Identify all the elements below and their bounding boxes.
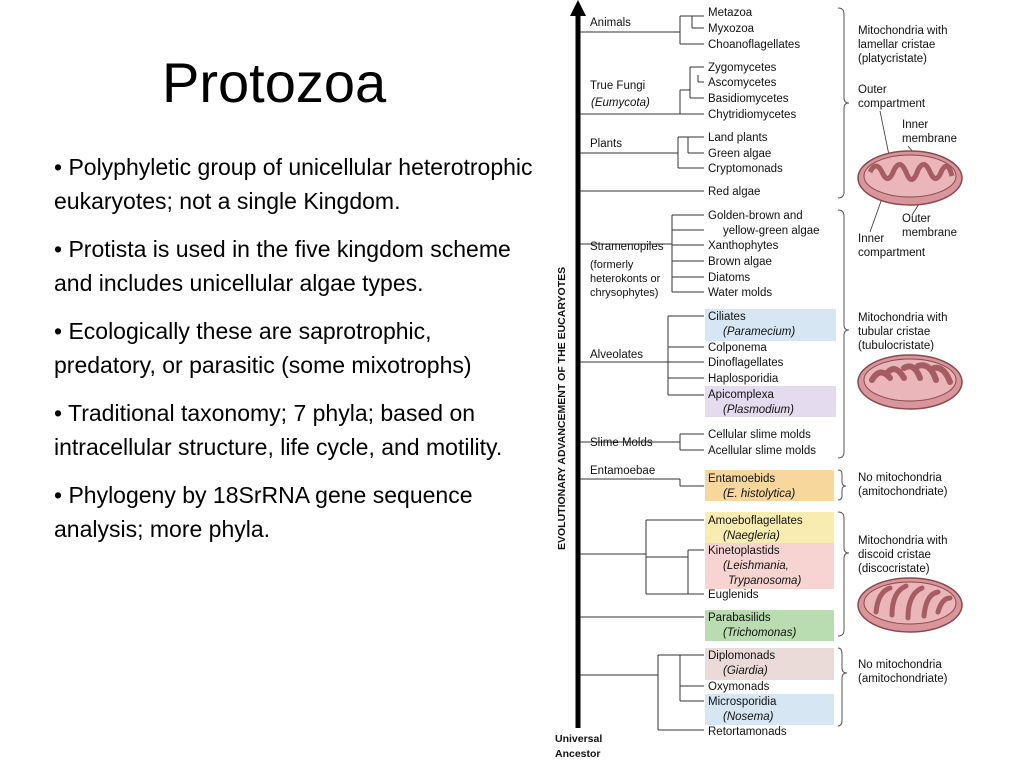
- group-fungi: True Fungi: [590, 80, 646, 92]
- mito-none-2b: (amitochondriate): [858, 673, 948, 685]
- group-entamoebae: Entamoebae: [590, 465, 656, 477]
- axis-arrowhead: [570, 0, 586, 16]
- bullet-item: • Ecologically these are saprotrophic, predatory, or parasitic (some mixotrophs): [54, 318, 472, 378]
- taxon-ciliates: Ciliates: [708, 311, 746, 323]
- taxon-e-histolytica: (E. histolytica): [723, 488, 796, 500]
- mito-brackets: [838, 8, 849, 726]
- label-outer-compartment-2: compartment: [858, 98, 926, 110]
- taxon-green-algae: Green algae: [708, 148, 772, 160]
- label-inner-membrane-1: Inner: [902, 119, 929, 131]
- label-inner-compartment-2: compartment: [858, 247, 926, 259]
- mito-tubular-2: tubular cristae: [858, 326, 931, 338]
- group-fungi-sub: (Eumycota): [591, 97, 650, 109]
- taxon-red-algae: Red algae: [708, 186, 761, 198]
- taxon-naegleria: (Naegleria): [723, 530, 780, 542]
- mitochondrion-lamellar-icon: [858, 151, 962, 205]
- root-label-ancestor: Ancestor: [555, 748, 601, 760]
- tree-branches: [580, 16, 704, 730]
- taxon-dinoflagellates: Dinoflagellates: [708, 357, 784, 369]
- mito-discoid-3: (discocristate): [858, 563, 930, 575]
- mito-discoid-1: Mitochondria with: [858, 535, 948, 547]
- label-outer-membrane-1: Outer: [902, 213, 931, 225]
- mitochondrion-discoid-icon: [858, 578, 962, 632]
- label-inner-membrane-2: membrane: [902, 133, 957, 145]
- taxon-euglenids: Euglenids: [708, 589, 759, 601]
- taxon-land-plants: Land plants: [708, 132, 768, 144]
- phylogeny-figure: [540, 0, 1024, 768]
- label-inner-compartment-1: Inner: [858, 233, 885, 245]
- taxon-microsporidia: Microsporidia: [708, 696, 777, 708]
- taxon-entamoebids: Entamoebids: [708, 473, 776, 485]
- mito-tubular-1: Mitochondria with: [858, 312, 948, 324]
- mito-none-1a: No mitochondria: [858, 472, 942, 484]
- taxon-metazoa: Metazoa: [708, 7, 753, 19]
- taxon-water-molds: Water molds: [708, 287, 773, 299]
- taxon-trypanosoma: Trypanosoma): [728, 575, 802, 587]
- taxon-myxozoa: Myxozoa: [708, 23, 755, 35]
- taxon-golden-brown: Golden-brown and: [708, 210, 803, 222]
- taxon-colponema: Colponema: [708, 342, 767, 354]
- taxon-acellular-slime: Acellular slime molds: [708, 445, 817, 457]
- taxon-paramecium: (Paramecium): [723, 326, 796, 338]
- bullet-list: [54, 150, 534, 560]
- mito-discoid-2: discoid cristae: [858, 549, 931, 561]
- taxon-cellular-slime: Cellular slime molds: [708, 429, 811, 441]
- bullet-item: • Polyphyletic group of unicellular heterotrophic eukaryotes; not a single Kingdom.: [54, 154, 533, 214]
- taxon-brown-algae: Brown algae: [708, 256, 772, 268]
- mito-lamellar-2: lamellar cristae: [858, 39, 936, 51]
- mito-none-2a: No mitochondria: [858, 659, 942, 671]
- phylogeny-tree: [540, 0, 1024, 768]
- mitochondrion-tubular-icon: [858, 355, 962, 409]
- taxon-diplomonads: Diplomonads: [708, 650, 776, 662]
- taxon-haplosporidia: Haplosporidia: [708, 373, 779, 385]
- mito-none-1b: (amitochondriate): [858, 486, 948, 498]
- mito-lamellar-1: Mitochondria with: [858, 25, 948, 37]
- mito-tubular-3: (tubulocristate): [858, 340, 935, 352]
- taxon-apicomplexa: Apicomplexa: [708, 389, 774, 401]
- taxon-trichomonas: (Trichomonas): [723, 627, 797, 639]
- taxon-cryptomonads: Cryptomonads: [708, 163, 783, 175]
- group-plants: Plants: [590, 138, 622, 150]
- taxon-ascomycetes: Ascomycetes: [708, 77, 777, 89]
- taxon-diatoms: Diatoms: [708, 272, 751, 284]
- axis-label: EVOLUTIONARY ADVANCEMENT OF THE EUCARYOTES: [556, 266, 568, 550]
- label-outer-compartment-1: Outer: [858, 84, 887, 96]
- group-animals: Animals: [590, 17, 631, 29]
- bullet-item: • Phylogeny by 18SrRNA gene sequence analysis; more phyla.: [54, 482, 473, 542]
- taxon-chytridiomycetes: Chytridiomycetes: [708, 109, 797, 121]
- taxon-retortamonads: Retortamonads: [708, 726, 787, 738]
- taxon-leishmania: (Leishmania,: [723, 560, 789, 572]
- taxon-plasmodium: (Plasmodium): [723, 404, 794, 416]
- root-label-universal: Universal: [555, 733, 603, 745]
- label-outer-membrane-2: membrane: [902, 227, 957, 239]
- taxon-parabasilids: Parabasilids: [708, 612, 771, 624]
- taxon-oxymonads: Oxymonads: [708, 681, 770, 693]
- taxon-amoeboflagellates: Amoeboflagellates: [708, 515, 803, 527]
- group-stramenopiles-note-1: (formerly: [590, 259, 634, 271]
- taxon-golden-brown-2: yellow-green algae: [723, 225, 820, 237]
- slide-title: Protozoa: [162, 51, 387, 114]
- taxon-zygomycetes: Zygomycetes: [708, 62, 777, 74]
- taxon-nosema: (Nosema): [723, 711, 774, 723]
- group-slime-molds: Slime Molds: [590, 437, 653, 449]
- mito-lamellar-3: (platycristate): [858, 53, 928, 65]
- taxon-basidiomycetes: Basidiomycetes: [708, 93, 789, 105]
- taxon-choanoflagellates: Choanoflagellates: [708, 39, 801, 51]
- taxon-xanthophytes: Xanthophytes: [708, 240, 779, 252]
- bullet-item: • Protista is used in the five kingdom scheme and includes unicellular algae types.: [54, 236, 511, 296]
- group-stramenopiles-note-2: heterokonts or: [590, 273, 661, 285]
- bullet-item: • Traditional taxonomy; 7 phyla; based on intracellular structure, life cycle, and motility.: [54, 400, 503, 460]
- taxon-giardia: (Giardia): [723, 665, 768, 677]
- group-stramenopiles-note-3: chrysophytes): [590, 287, 659, 299]
- taxon-kinetoplastids: Kinetoplastids: [708, 545, 780, 557]
- group-alveolates: Alveolates: [590, 349, 644, 361]
- group-stramenopiles: Stramenopiles: [590, 241, 664, 253]
